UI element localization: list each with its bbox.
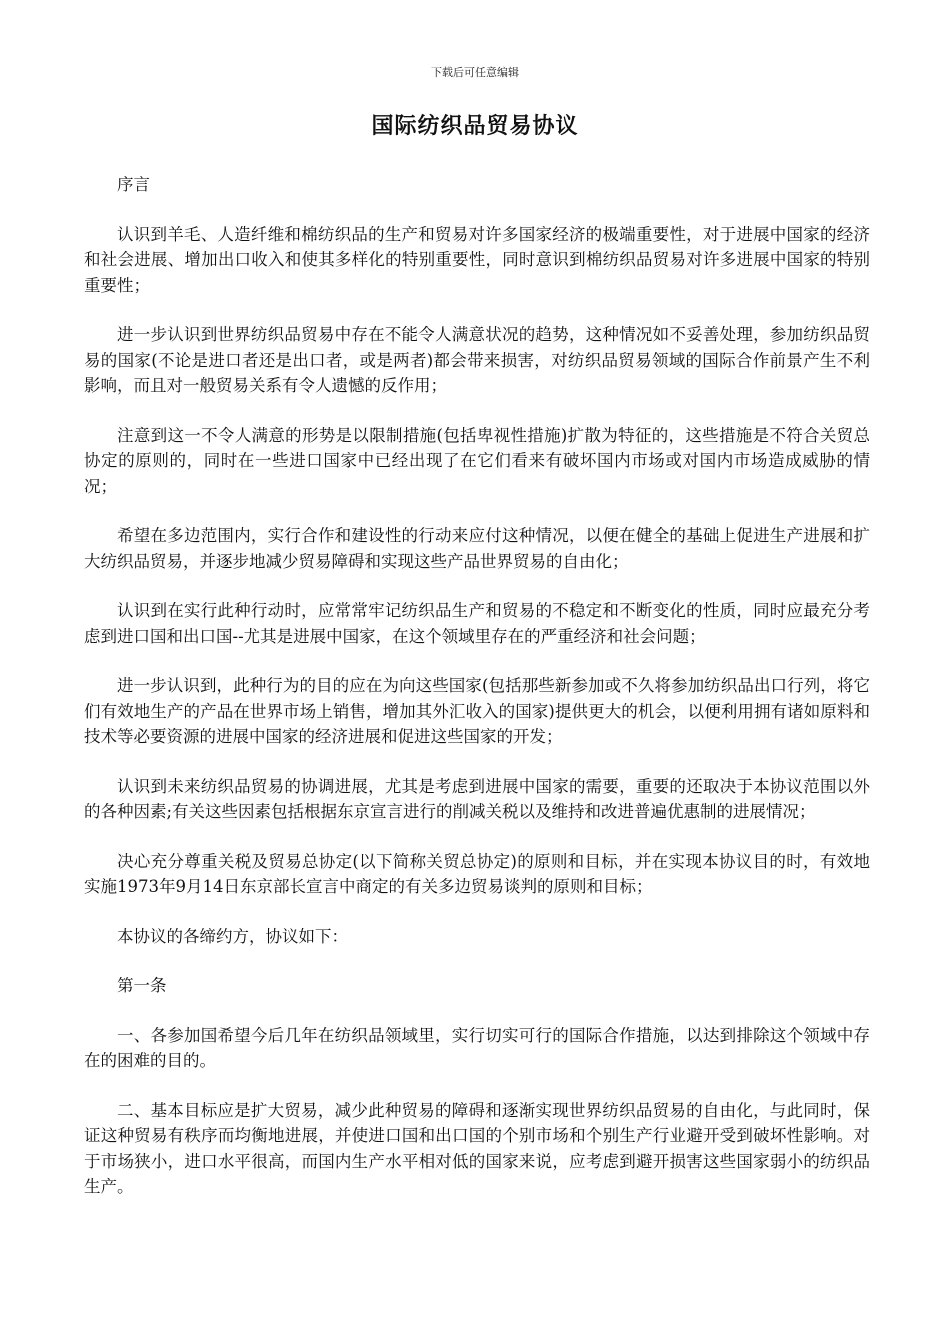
paragraph: 进一步认识到，此种行为的目的应在为向这些国家(包括那些新参加或不久将参加纺织品出口行列，将它们有效地生产的产品在世界市场上销售，增加其外汇收入的国家)提供更大的机会，以便利用拥有诸如原料和技术等必要资源的进展中国家的经济进展和促进这些国家的开发； [84,676,870,746]
paragraph: 决心充分尊重关税及贸易总协定(以下简称关贸总协定)的原则和目标，并在实现本协议目的时，有效地实施1973年9月14日东京部长宣言中商定的有关多边贸易谈判的原则和目标； [84,851,870,896]
paragraph: 认识到羊毛、人造纤维和棉纺织品的生产和贸易对许多国家经济的极端重要性，对于进展中国家的经济和社会进展、增加出口收入和使其多样化的特别重要性，同时意识到棉纺织品贸易对许多进展中国家的特别重要性； [84,224,870,295]
article-clause: 一、各参加国希望今后几年在纺织品领域里，实行切实可行的国际合作措施，以达到排除这个领域中存在的困难的目的。 [84,1025,870,1070]
paragraph: 认识到未来纺织品贸易的协调进展，尤其是考虑到进展中国家的需要，重要的还取决于本协议范围以外的各种因素;有关这些因素包括根据东京宣言进行的削减关税以及维持和改进普遍优惠制的进展情况； [84,776,870,821]
paragraph: 进一步认识到世界纺织品贸易中存在不能令人满意状况的趋势，这种情况如不妥善处理，参加纺织品贸易的国家(不论是进口者还是出口者，或是两者)都会带来损害，对纺织品贸易领域的国际合作前景产生不利影响，而且对一般贸易关系有令人遗憾的反作用； [84,325,870,395]
article-clause: 二、基本目标应是扩大贸易，减少此种贸易的障碍和逐渐实现世界纺织品贸易的自由化，与此同时，保证这种贸易有秩序而均衡地进展，并使进口国和出口国的个别市场和个别生产行业避开受到破坏性影响。对于市场狭小，进口水平很高，而国内生产水平相对低的国家来说，应考虑到避开损害这些国家弱小的纺织品生产。 [84,1100,870,1196]
agreement-intro: 本协议的各缔约方，协议如下： [117,926,348,946]
paragraph: 希望在多边范围内，实行合作和建设性的行动来应付这种情况，以便在健全的基础上促进生产进展和扩大纺织品贸易，并逐步地减少贸易障碍和实现这些产品世界贸易的自由化； [84,526,870,571]
preface-heading: 序言 [117,175,150,194]
document-body [84,172,870,1224]
paragraph: 注意到这一不令人满意的形势是以限制措施(包括卑视性措施)扩散为特征的，这些措施是不符合关贸总协定的原则的，同时在一些进口国家中已经出现了在它们看来有破坏国内市场或对国内市场造成威胁的情况； [84,425,870,496]
paragraph: 认识到在实行此种行动时，应常常牢记纺织品生产和贸易的不稳定和不断变化的性质，同时应最充分考虑到进口国和出口国--尤其是进展中国家，在这个领域里存在的严重经济和社会问题； [84,601,870,646]
article-heading: 第一条 [117,976,167,995]
document-title: 国际纺织品贸易协议 [371,113,579,139]
header-note: 下载后可任意编辑 [431,66,519,79]
